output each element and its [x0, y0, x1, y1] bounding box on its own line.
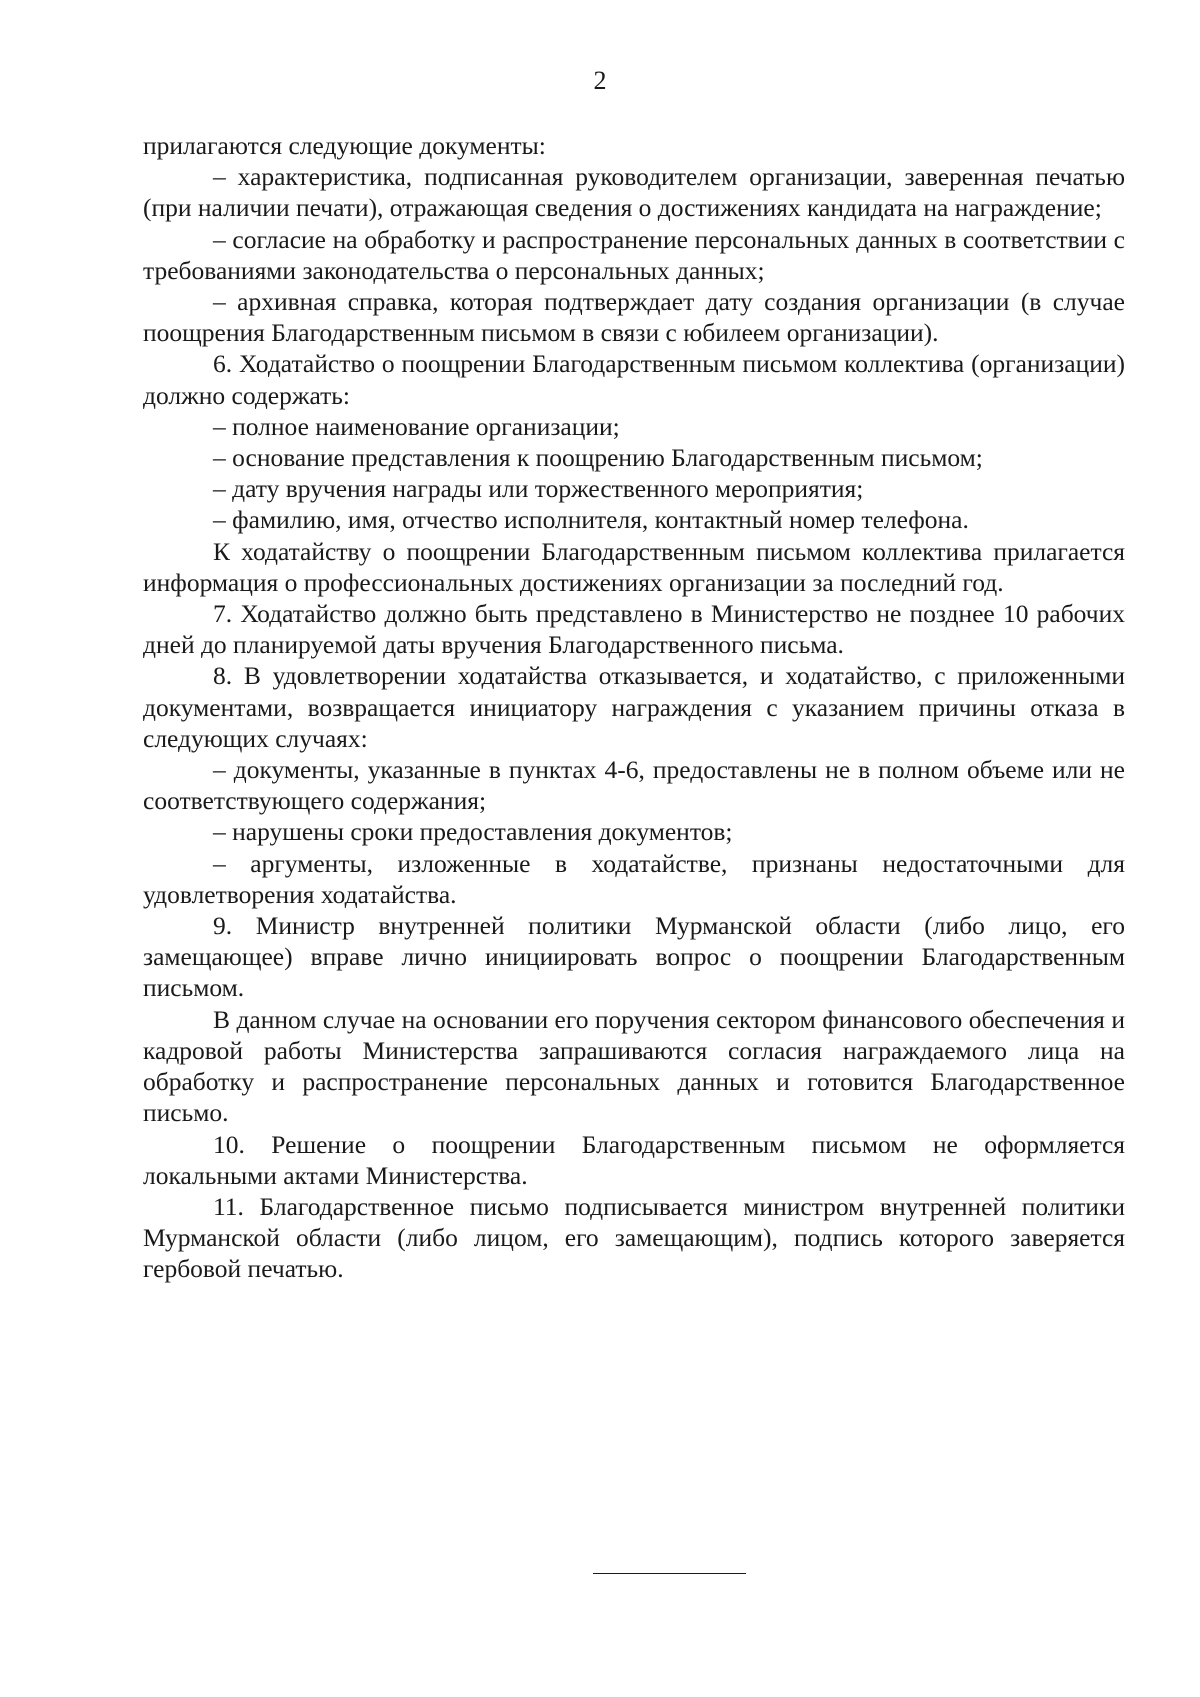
clause-11: 11. Благодарственное письмо подписывается министром внутренней политики Мурманской области (либо лицом, его замещающим), подпись которого заверяется гербовой печатью.: [143, 1191, 1125, 1284]
list-item: – нарушены сроки предоставления документов;: [213, 817, 733, 847]
list-item: – архивная справка, которая подтверждает дату создания организации (в случае поощрения Благодарственным письмом в связи с юбилеем организации).: [143, 287, 1125, 348]
page-number: 2: [593, 66, 607, 95]
list-item: – согласие на обработку и распространение персональных данных в соответствии с требованиями законодательства о персональных данных;: [143, 224, 1125, 285]
intro-line: прилагаются следующие документы:: [143, 131, 546, 160]
document-body: [143, 130, 1125, 1285]
list-item: – документы, указанные в пунктах 4-6, предоставлены не в полном объеме или не соответствующего содержания;: [143, 755, 1125, 816]
list-item: – фамилию, имя, отчество исполнителя, контактный номер телефона.: [213, 505, 969, 535]
list-item: – характеристика, подписанная руководителем организации, заверенная печатью (при наличии печати), отражающая сведения о достижениях кандидата на награждение;: [143, 162, 1125, 223]
clause-8: 8. В удовлетворении ходатайства отказывается, и ходатайство, с приложенными документами, возвращается инициатору награждения с указанием причины отказа в следующих случаях:: [143, 661, 1125, 753]
clause-10: 10. Решение о поощрении Благодарственным письмом не оформляется локальными актами Министерства.: [143, 1129, 1125, 1190]
paragraph: К ходатайству о поощрении Благодарственным письмом коллектива прилагается информация о профессиональных достижениях организации за последний год.: [143, 536, 1125, 597]
paragraph: В данном случае на основании его поручения сектором финансового обеспечения и кадровой работы Министерства запрашиваются согласия награждаемого лица на обработку и распространение персональных данных и готовится Благодарственное письмо.: [143, 1004, 1125, 1128]
clause-9: 9. Министр внутренней политики Мурманской области (либо лицо, его замещающее) вправе лично инициировать вопрос о поощрении Благодарственным письмом.: [143, 911, 1125, 1003]
clause-6: 6. Ходатайство о поощрении Благодарственным письмом коллектива (организации) должно содержать:: [143, 349, 1125, 410]
clause-7: 7. Ходатайство должно быть представлено в Министерство не позднее 10 рабочих дней до планируемой даты вручения Благодарственного письма.: [143, 599, 1125, 660]
closing-divider: [593, 1573, 746, 1574]
list-item: – дату вручения награды или торжественного мероприятия;: [213, 474, 864, 504]
list-item: – полное наименование организации;: [213, 411, 620, 441]
list-item: – аргументы, изложенные в ходатайстве, признаны недостаточными для удовлетворения ходатайства.: [143, 848, 1125, 909]
list-item: – основание представления к поощрению Благодарственным письмом;: [213, 443, 983, 473]
